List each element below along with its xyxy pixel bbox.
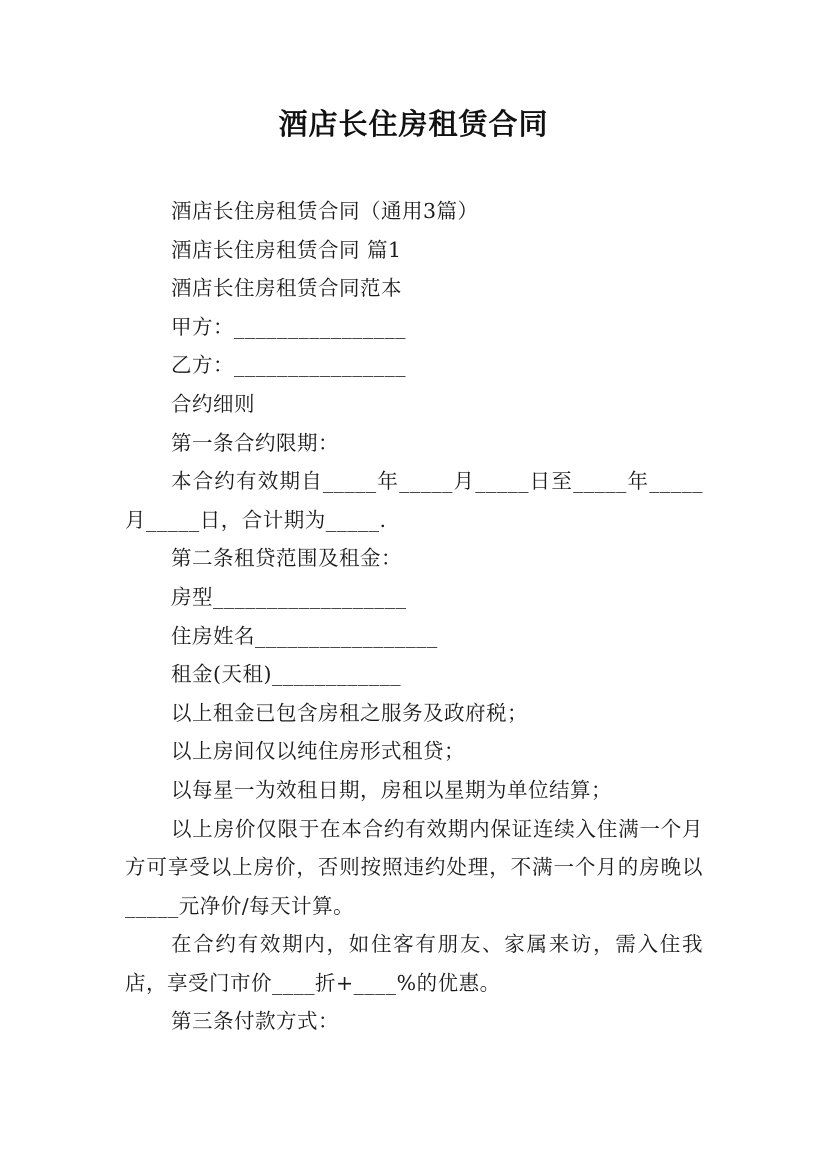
paragraph-price-condition: 以上房价仅限于在本合约有效期内保证连续入住满一个月方可享受以上房价，否则按照违约处理，不满一个月的房晚以_____元净价/每天计算。 [125,816,703,918]
paragraph-party-b: 乙方：________________ [171,353,406,378]
paragraph-residential-only: 以上房间仅以纯住房形式租贷； [171,739,465,764]
document-title: 酒店长住房租赁合同 [278,107,549,141]
paragraph-party-a: 甲方：________________ [171,314,406,339]
paragraph-subtitle: 酒店长住房租赁合同（通用3篇） [171,199,479,223]
paragraph-validity-period: 本合约有效期自_____年_____月_____日至_____年_____月_____日，合计期为_____. [125,469,703,532]
paragraph-article-1: 第一条合约限期： [171,430,339,455]
paragraph-article-3: 第三条付款方式： [171,1009,339,1034]
paragraph-resident-name: 住房姓名_________________ [171,623,438,648]
paragraph-rent-includes: 以上租金已包含房租之服务及政府税； [171,700,528,725]
paragraph-weekly-settlement: 以每星一为效租日期，房租以星期为单位结算； [171,777,612,802]
paragraph-article-2: 第二条租贷范围及租金： [171,546,402,571]
paragraph-section-heading: 酒店长住房租赁合同 篇1 [171,237,402,262]
paragraph-template-title: 酒店长住房租赁合同范本 [171,276,402,301]
paragraph-contract-details: 合约细则 [171,391,255,416]
paragraph-room-type: 房型__________________ [171,584,407,609]
paragraph-daily-rent: 租金(天租)____________ [171,662,401,687]
document-body [125,192,703,1041]
paragraph-visitor-discount: 在合约有效期内，如住客有朋友、家属来访，需入住我店，享受门市价____折+____%的优惠。 [125,932,703,995]
